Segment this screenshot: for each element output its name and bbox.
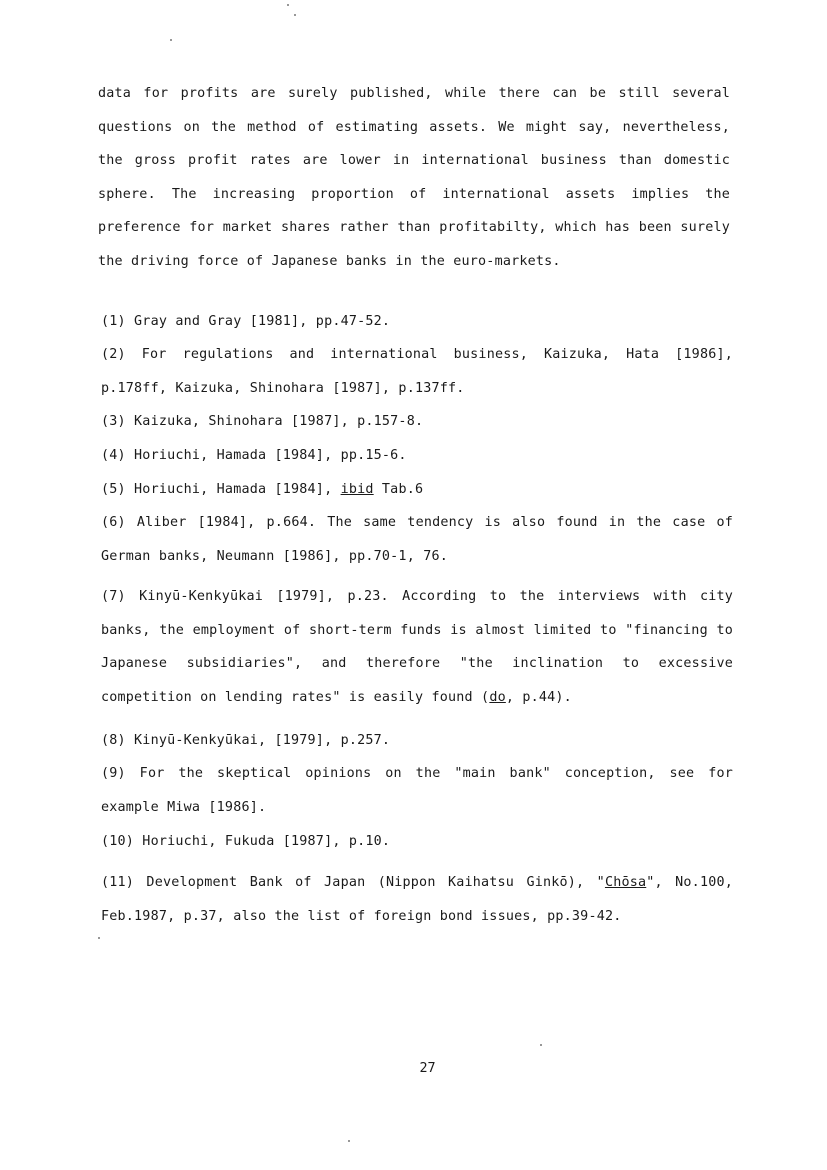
body-paragraph-text: data for profits are surely published, while there can be still several questions on the method of estimating assets. We might say, nevertheless, the gross profit rates are lower in international business than domestic sphere. The increasing proportion of international assets implies the preference for market shares rather than profitabilty, which has been surely the driving force of Japanese banks in the euro-markets. — [98, 86, 730, 269]
body-paragraph — [98, 77, 730, 278]
scan-speck — [98, 937, 100, 939]
footnote-8: (8) Kinyū-Kenkyūkai, [1979], p.257. — [101, 733, 391, 748]
footnote-5-tail: Tab.6 — [373, 482, 424, 497]
footnote-5 — [101, 473, 733, 507]
footnote-3: (3) Kaizuka, Shinohara [1987], p.157-8. — [101, 414, 424, 429]
scan-speck — [540, 1044, 542, 1046]
footnote-1: (1) Gray and Gray [1981], pp.47-52. — [101, 314, 391, 329]
footnote-7-tail: , p.44). — [505, 689, 572, 705]
scan-speck — [294, 14, 296, 16]
scan-speck — [348, 1140, 350, 1142]
footnote-6: (6) Aliber [1984], p.664. The same tendency is also found in the case of German banks, Neumann [1986], pp.70-1, 76. — [101, 515, 733, 564]
scan-speck — [170, 39, 172, 41]
footnote-11-chosa: Chōsa — [604, 875, 647, 890]
footnote-2: (2) For regulations and international business, Kaizuka, Hata [1986], p.178ff, Kaizuka, Shinohara [1987], p.137ff. — [101, 347, 733, 396]
footnote-7-do: do — [489, 689, 506, 705]
footnote-5-text: (5) Horiuchi, Hamada [1984], — [101, 482, 341, 497]
footnote-9: (9) For the skeptical opinions on the "main bank" conception, see for example Miwa [1986]. — [101, 766, 733, 815]
footnote-7-text: (7) Kinyū-Kenkyūkai [1979], p.23. According to the interviews with city banks, the employment of short-term funds is almost limited to "financing to Japanese subsidiaries", and therefore "the inclination to excessive competition on lending rates" is easily found ( — [101, 589, 733, 705]
footnote-4: (4) Horiuchi, Hamada [1984], pp.15-6. — [101, 448, 407, 463]
footnote-7 — [101, 580, 733, 714]
scan-speck — [287, 4, 289, 6]
footnote-5-ibid: ibid — [340, 482, 374, 497]
footnote-11-tail: ", No.100, Feb.1987, p.37, also the list of foreign bond issues, pp.39-42. — [101, 875, 733, 924]
footnote-10: (10) Horiuchi, Fukuda [1987], p.10. — [101, 834, 391, 849]
footnote-11 — [101, 866, 733, 933]
page-number: 27 — [419, 1061, 436, 1076]
footnote-11-text: (11) Development Bank of Japan (Nippon Kaihatsu Ginkō), " — [101, 875, 605, 890]
